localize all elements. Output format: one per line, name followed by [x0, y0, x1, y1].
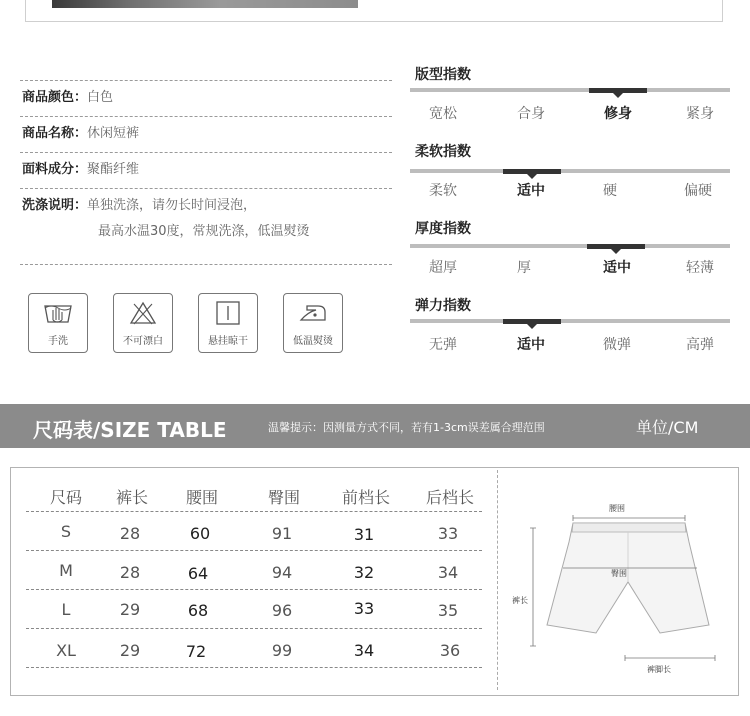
spec-color	[22, 90, 113, 106]
spec-name	[22, 126, 139, 142]
spec-washing	[22, 198, 256, 214]
table-cell: 34	[437, 563, 459, 582]
index-title-fit: 版型指数	[415, 67, 471, 83]
table-divider	[26, 511, 482, 512]
care-label: 悬挂晾干	[208, 336, 248, 347]
index-option: 微弹	[603, 337, 631, 353]
table-diagram-divider	[497, 470, 498, 690]
table-cell: 60	[189, 524, 211, 543]
index-option: 紧身	[686, 106, 714, 122]
index-title-thickness: 厚度指数	[415, 221, 471, 237]
table-cell: 96	[271, 601, 293, 620]
index-option-selected: 适中	[603, 260, 631, 276]
table-cell: 35	[437, 601, 459, 620]
care-label: 低温熨烫	[293, 336, 333, 347]
table-header: 裤长	[115, 488, 148, 507]
hang-dry-icon	[213, 300, 243, 326]
spec-washing-value-line2: 最高水温30度，常规洗涤，低温熨烫	[98, 224, 310, 239]
table-cell: 99	[271, 641, 293, 660]
index-option-selected: 适中	[517, 337, 545, 353]
size-table-unit: 单位/CM	[636, 418, 699, 437]
spec-fabric-value: 聚酯纤维	[87, 162, 140, 177]
index-option: 柔软	[429, 183, 457, 199]
index-title-elasticity: 弹力指数	[415, 298, 471, 314]
care-label: 手洗	[48, 336, 68, 347]
table-cell: 36	[439, 641, 461, 660]
divider	[20, 116, 392, 117]
size-table-banner	[0, 404, 750, 448]
care-label: 不可漂白	[123, 336, 163, 347]
index-option: 偏硬	[684, 183, 712, 199]
spec-name-value: 休闲短裤	[87, 126, 140, 141]
index-bar-thickness	[410, 244, 730, 248]
spec-washing-value-line1: 单独洗涤，请勿长时间浸泡，	[87, 198, 257, 213]
hand-wash-icon	[43, 300, 73, 326]
index-option-selected: 修身	[604, 106, 632, 122]
index-bar-fit	[410, 88, 730, 92]
index-marker-thickness	[587, 244, 645, 249]
table-divider	[26, 589, 482, 590]
length-label: 裤长	[512, 596, 528, 605]
table-cell: 29	[119, 641, 141, 660]
index-option: 无弹	[429, 337, 457, 353]
table-cell: 28	[119, 563, 141, 582]
divider	[20, 80, 392, 81]
index-option: 厚	[517, 260, 531, 276]
table-cell: 64	[187, 564, 209, 583]
index-marker-fit	[589, 88, 647, 93]
divider	[20, 264, 392, 265]
care-no-bleach	[113, 293, 173, 353]
index-marker-elasticity	[503, 319, 561, 324]
index-option: 轻薄	[686, 260, 714, 276]
hip-label: 臀围	[611, 569, 627, 578]
table-divider	[26, 628, 482, 629]
index-option: 合身	[517, 106, 545, 122]
table-cell: M	[59, 561, 73, 580]
index-option-selected: 适中	[517, 183, 545, 199]
table-cell: XL	[56, 641, 76, 660]
waist-label: 腰围	[609, 504, 625, 513]
table-divider	[26, 550, 482, 551]
index-option: 宽松	[429, 106, 457, 122]
size-table-note: 温馨提示：因测量方式不同，若有1-3cm误差属合理范围	[268, 421, 545, 434]
table-cell: 72	[185, 642, 207, 661]
index-option: 高弹	[686, 337, 714, 353]
table-cell: 68	[187, 601, 209, 620]
shorts-outline	[547, 523, 709, 633]
index-option: 硬	[603, 183, 617, 199]
table-cell: 34	[353, 641, 375, 660]
low-iron-icon	[298, 300, 328, 326]
table-cell: 29	[119, 600, 141, 619]
table-divider	[26, 667, 482, 668]
spec-fabric	[22, 162, 139, 178]
table-cell: 33	[437, 524, 459, 543]
table-cell: 94	[271, 563, 293, 582]
spec-color-value: 白色	[87, 90, 114, 105]
table-header: 后档长	[425, 488, 474, 507]
care-low-iron	[283, 293, 343, 353]
index-title-softness: 柔软指数	[415, 144, 471, 160]
no-bleach-icon	[128, 300, 158, 326]
index-option: 超厚	[429, 260, 457, 276]
spec-washing-label: 洗涤说明：	[22, 198, 88, 213]
index-bar-softness	[410, 169, 730, 173]
table-header: 臀围	[267, 488, 300, 507]
table-cell: 28	[119, 524, 141, 543]
leg-opening-measure-line	[625, 655, 715, 661]
index-marker-softness	[503, 169, 561, 174]
spec-fabric-label: 面料成分：	[22, 162, 88, 177]
table-cell: S	[60, 522, 72, 541]
waist-measure-line	[573, 515, 685, 521]
shorts-diagram	[505, 490, 730, 690]
table-header: 腰围	[185, 488, 218, 507]
spec-color-label: 商品颜色：	[22, 90, 88, 105]
table-header: 前档长	[341, 488, 390, 507]
care-hang-dry	[198, 293, 258, 353]
index-bar-elasticity	[410, 319, 730, 323]
table-cell: 91	[271, 524, 293, 543]
table-cell: 32	[353, 563, 375, 582]
table-cell: 33	[353, 599, 375, 618]
divider	[20, 152, 392, 153]
table-cell: L	[61, 600, 71, 619]
length-measure-line	[530, 528, 536, 646]
size-table-title: 尺码表/SIZE TABLE	[33, 418, 227, 442]
divider	[20, 188, 392, 189]
table-header: 尺码	[49, 488, 82, 507]
leg-opening-label: 裤脚长	[647, 665, 671, 674]
table-cell: 31	[353, 525, 375, 544]
spec-washing-line2	[98, 224, 310, 240]
care-hand-wash	[28, 293, 88, 353]
product-photo	[52, 0, 358, 8]
spec-name-label: 商品名称：	[22, 126, 88, 141]
